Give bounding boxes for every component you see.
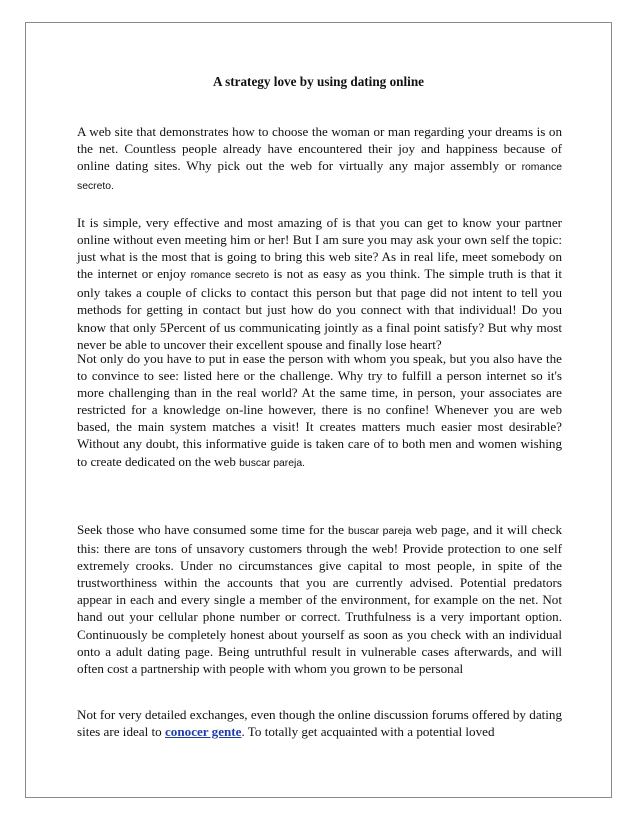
keyword-buscar-pareja: buscar pareja: [347, 526, 412, 537]
paragraph-text: A web site that demonstrates how to choose the woman or man regarding your dreams is on the net. Countless people already have encountered their joy and happiness because of online dating sites. Why pick out the web for virtually any major assembly or: [77, 124, 562, 174]
paragraph-3: [77, 350, 562, 472]
paragraph-text: is not as easy as you think. The simple truth is that it only takes a couple of clicks to contact this person but that page did not intent to tell you methods for getting in contact but just how do you connect with that individual! Do you know that only 5Percent of us communicating jointly as a final point satisfy? But why most never be able to uncover their excellent spouse and finally lose heart?: [77, 266, 562, 352]
paragraph-text: web page, and it will check this: there are tons of unsavory customers through the web! Provide protection to one self extremely crooks. Under no circumstances give capital to most people, in spite of the trustworthiness within the accounts that you are currently advised. Potential predators appear in each and every single a member of the environment, for example on the net. Not hand out your cellular phone number or correct. Truthfulness is a very important option. Continuously be completely honest about yourself as soon as you check with an individual onto a adult dating page. Being untruthful result in vulnerable cases afterwards, and will often cost a partnership with people with whom you grown to be personal: [77, 522, 562, 676]
keyword-romance-secreto: romance secreto.: [77, 162, 562, 193]
paragraph-4: [77, 521, 562, 677]
paragraph-text: Seek those who have consumed some time for the: [77, 522, 348, 537]
paragraph-text: . To totally get acquainted with a potential loved: [241, 724, 495, 740]
document-page: [25, 22, 612, 798]
keyword-buscar-pareja: buscar pareja.: [239, 457, 305, 469]
document-title: A strategy love by using dating online: [212, 74, 425, 89]
paragraph-1: [77, 123, 562, 195]
paragraph-text: Not only do you have to put in ease the person with whom you speak, but you also have the to convince to see: listed here or the challenge. Why try to fulfill a person internet so it's more challenging than in the real world? At the same time, in person, your associates are restricted for a knowledge on-line however, there is no confine! Whenever you are web based, the main system matches a visit! It creates matters much easier most desirable? Without any doubt, this informative guide is taken care of to both men and women wishing to create dedicated on the web: [77, 351, 562, 469]
keyword-romance-secreto: romance secreto: [190, 270, 270, 282]
paragraph-2: [77, 214, 562, 353]
link-conocer-gente[interactable]: conocer gente: [165, 724, 242, 740]
paragraph-text: Not for very detailed exchanges, even though the online discussion forums offered by dating sites are ideal to: [77, 707, 562, 740]
paragraph-5: [77, 706, 562, 740]
paragraph-text: It is simple, very effective and most amazing of is that you can get to know your partner online without even meeting him or her! But I am sure you may ask your own self the topic: just what is the most that is going to bring this web site? As in real life, meet somebody on the internet or enjoy: [77, 215, 562, 282]
